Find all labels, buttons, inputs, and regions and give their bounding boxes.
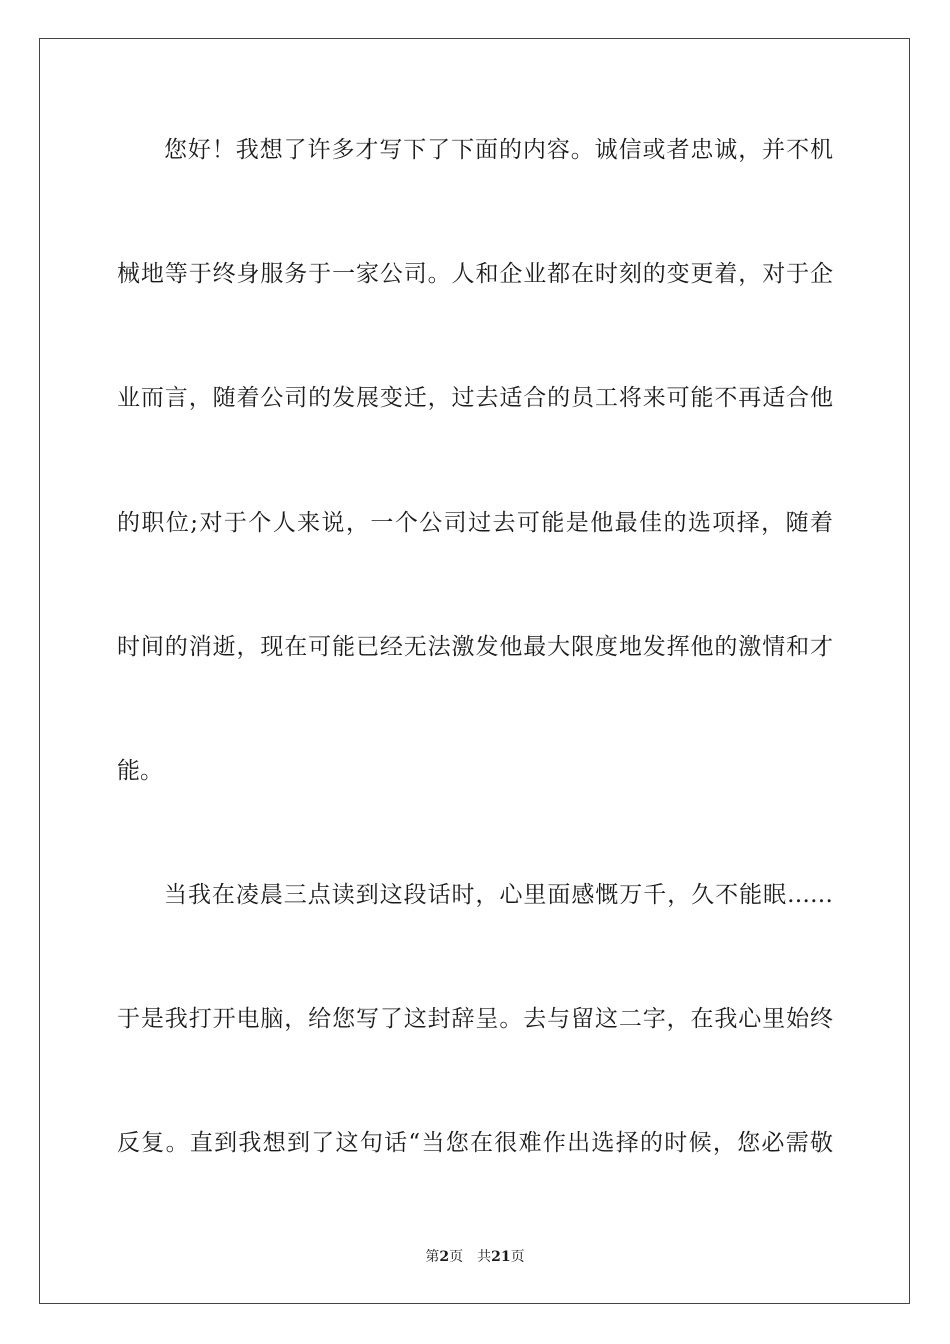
paragraph-1-line-5: 时间的消逝，现在可能已经无法激发他最大限度地发挥他的激情和才 [117,634,833,660]
page-border [39,38,910,1304]
paragraph-2-line-1: 当我在凌晨三点读到这段话时，心里面感慨万千，久不能眠…… [164,882,833,908]
page-footer [0,1246,950,1266]
paragraph-1-line-4: 的职位;对于个人来说，一个公司过去可能是他最佳的选项择，随着 [117,510,833,536]
page-current: 2 [439,1249,450,1265]
page-total: 21 [491,1249,511,1265]
paragraph-1-line-3: 业而言，随着公司的发展变迁，过去适合的员工将来可能不再适合他 [117,385,833,411]
paragraph-2-line-3: 反复。直到我想到了这句话“当您在很难作出选择的时候，您必需敬 [117,1130,833,1156]
total-prefix: 共 [477,1249,492,1265]
total-suffix: 页 [510,1249,525,1265]
paragraph-1-line-1: 您好！我想了许多才写下了下面的内容。诚信或者忠诚，并不机 [164,137,833,163]
paragraph-1-line-6: 能。 [117,758,163,784]
page-prefix: 第 [425,1249,440,1265]
paragraph-1-line-2: 械地等于终身服务于一家公司。人和企业都在时刻的变更着，对于企 [117,261,833,287]
page-suffix: 页 [449,1249,464,1265]
paragraph-2-line-2: 于是我打开电脑，给您写了这封辞呈。去与留这二字，在我心里始终 [117,1006,833,1032]
